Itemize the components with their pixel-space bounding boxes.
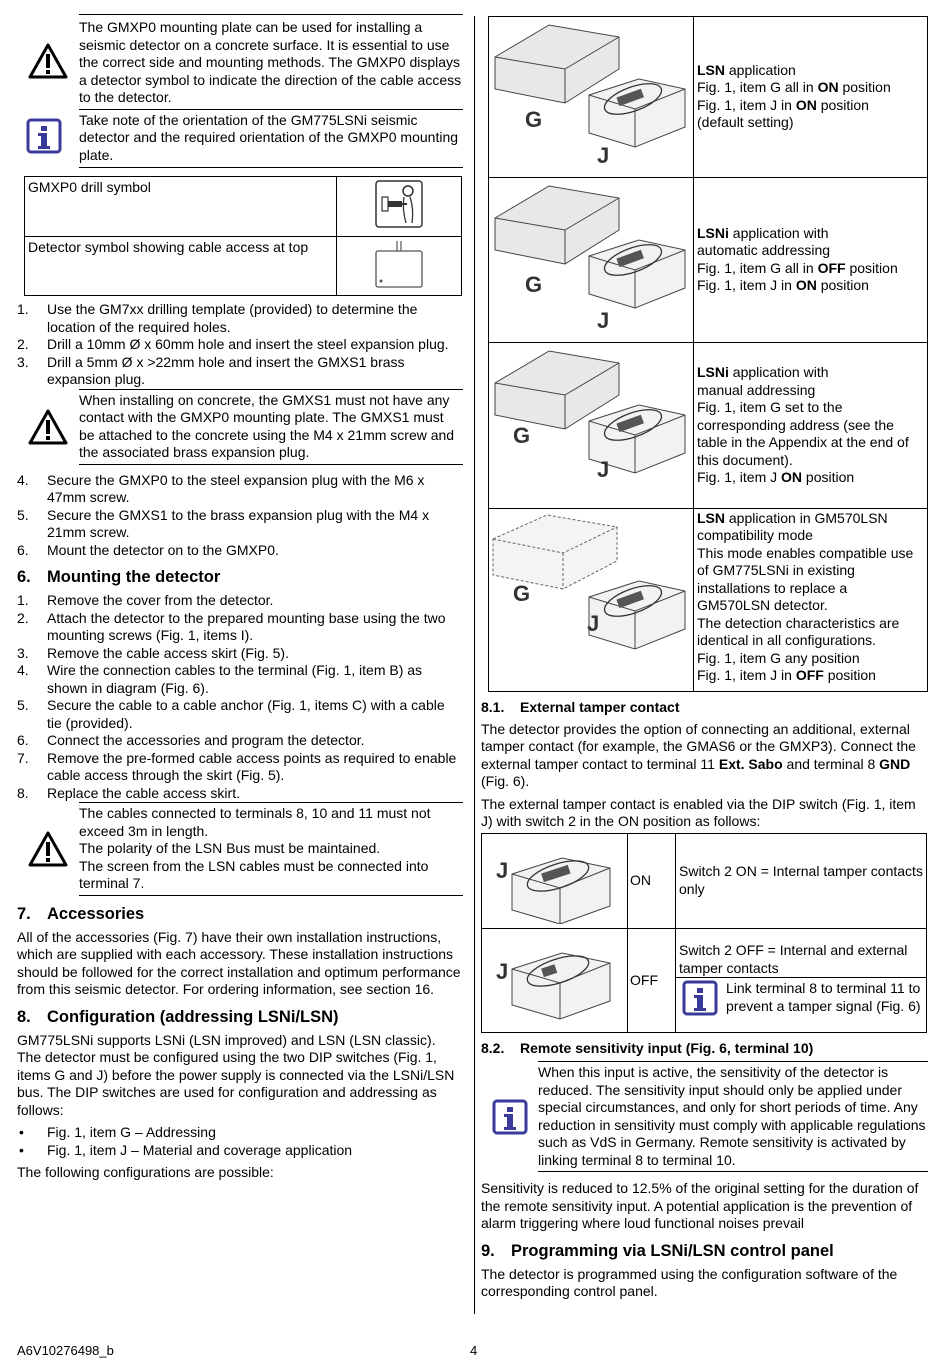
info-text: Link terminal 8 to terminal 11 to prevent a tamper signal (Fig. 6) (726, 980, 921, 1014)
dip-switch-diagram (489, 17, 694, 178)
config-line: The detection characteristics are identical in all configurations. (697, 614, 900, 648)
info-note-link-terminal (676, 978, 926, 1018)
config-line: Fig. 1, item G all in OFF position (697, 259, 898, 276)
dip-switch-diagram (489, 177, 694, 343)
list-item: 6. Mount the detector on to the GMXP0. (17, 541, 279, 558)
list-item: 1. Remove the cover from the detector. (17, 592, 274, 608)
symbol-label: Detector symbol showing cable access at top (25, 236, 337, 296)
info-note-orientation (79, 109, 463, 169)
config-line: Fig. 1, item G any position (697, 649, 860, 666)
config-line: LSN application in GM570LSN compatibility mode (697, 509, 888, 543)
tamper-switch-diagram (482, 833, 628, 929)
configurations-intro: The following configurations are possible: (17, 1164, 274, 1180)
switch-j-label: J (496, 959, 509, 984)
warning-text-block (79, 802, 463, 896)
switch-g-label: G (513, 580, 531, 606)
switch-j-label: J (587, 610, 600, 636)
programming-paragraph: The detector is programmed using the configuration software of the corresponding control panel. (481, 1265, 898, 1299)
tamper-description: Switch 2 OFF = Internal and external tamper contacts (676, 942, 926, 978)
config-line: LSNi application with (697, 364, 829, 380)
config-line: Fig. 1, item J in ON position (697, 277, 869, 294)
tamper-description-cell (676, 929, 927, 1033)
section-heading-8-1: 8.1. External tamper contact (481, 699, 680, 715)
column-divider (474, 16, 475, 1314)
switch-g-label: G (525, 271, 543, 297)
config-description (694, 177, 928, 343)
info-note-sensitivity (481, 1061, 928, 1172)
switch-g-label: G (513, 423, 531, 448)
warning-note-cables (17, 802, 463, 896)
warning-triangle-icon (17, 408, 79, 446)
warning-triangle-icon (17, 42, 79, 80)
dip-switch-bullets (17, 1124, 463, 1159)
section-heading-8: 8. Configuration (addressing LSNi/LSN) (17, 1007, 339, 1026)
list-item: 4. Wire the connection cables to the terminal (Fig. 1, item B) as shown in diagram (Fig. 6). (17, 662, 423, 696)
config-description (694, 508, 928, 692)
symbol-label: GMXP0 drill symbol (25, 177, 337, 237)
dip-switch-diagram (489, 508, 694, 692)
section-heading-8-2: 8.2. Remote sensitivity input (Fig. 6, terminal 10) (481, 1039, 814, 1056)
list-item: 1. Use the GM7xx drilling template (provided) to determine the location of the required holes. (17, 301, 418, 335)
mounting-plate-steps-list (17, 472, 463, 560)
list-item: 2. Drill a 10mm Ø x 60mm hole and insert the steel expansion plug. (17, 336, 449, 352)
info-icon (481, 1099, 538, 1135)
list-item: 5. Secure the cable to a cable anchor (Fig. 1, items C) with a cable tie (provided). (17, 697, 445, 731)
page-number: 4 (470, 1343, 478, 1358)
config-line: manual addressing (697, 381, 816, 398)
list-item: 7. Remove the pre-formed cable access points as required to enable cable access through the skirt (Fig. 5). (17, 749, 457, 783)
sensitivity-paragraph: Sensitivity is reduced to 12.5% of the original setting for the duration of the remote sensitivity input. A potential application is the prevention of alarm triggering where loud functional noises prevail (481, 1180, 919, 1231)
list-item: 2. Attach the detector to the prepared mounting base using the two mounting screws (Fig. 1, items I). (17, 609, 446, 643)
tamper-description: Switch 2 ON = Internal tamper contacts only (676, 833, 927, 929)
warning-line: The screen from the LSN cables must be connected into terminal 7. (79, 857, 429, 891)
config-line: (default setting) (697, 114, 794, 131)
section-heading-7: 7. Accessories (17, 904, 145, 923)
config-line: Fig. 1, item J in ON position (697, 96, 869, 113)
list-item: 3. Drill a 5mm Ø x >22mm hole and insert the GMXS1 brass expansion plug. (17, 353, 405, 387)
warning-text: When installing on concrete, the GMXS1 must not have any contact with the GMXP0 mounting plate. The GMXS1 must be attached to the concrete using the M4 x 21mm screw and the associated brass expansion plug. (79, 389, 463, 465)
list-item: • Fig. 1, item J – Material and coverage application (19, 1141, 353, 1158)
tamper-table (481, 833, 927, 1033)
config-description (694, 343, 928, 509)
drill-symbol-icon (337, 177, 462, 237)
accessories-paragraph: All of the accessories (Fig. 7) have their own installation instructions, which are supplied with each accessory. These installation instructions should be followed for the correct installation and optimum performance from this seismic detector. For ordering information, see section 16. (17, 928, 461, 997)
info-icon (676, 980, 724, 1016)
section-heading-6: 6. Mounting the detector (17, 568, 221, 586)
switch-j-label: J (597, 307, 610, 333)
tamper-paragraph-2: The external tamper contact is enabled via the DIP switch (Fig. 1, item J) with switch 2 in the ON position as follows: (481, 795, 916, 829)
info-text: When this input is active, the sensitivity of the detector is reduced. The sensitivity input should only be applied under special circumstances, and only for short periods of time. Any reduction in sensitivity must comply with applicable regulations such as VdS in Germany. Remote sensitivity is activated by linking terminal 8 to terminal 10. (538, 1061, 928, 1172)
configuration-table (488, 16, 928, 692)
switch-j-label: J (597, 457, 610, 482)
switch-j-label: J (496, 857, 509, 883)
list-item: • Fig. 1, item G – Addressing (19, 1124, 216, 1140)
drilling-steps-list (17, 301, 463, 389)
info-icon (26, 118, 62, 159)
tamper-state: ON (628, 833, 676, 929)
config-line: Fig. 1, item G set to the corresponding address (see the table in the Appendix at the end of this document). (697, 399, 909, 468)
switch-j-label: J (597, 143, 610, 168)
configuration-paragraph: GM775LSNi supports LSNi (LSN improved) and LSN (LSN classic). The detector must be configured using the two DIP switches (Fig. 1, items G and J) before the power supply is connected via the LSNi/LSN bus. The DIP switches are used for configuration and addressing as follows: (17, 1031, 455, 1118)
config-line: automatic addressing (697, 242, 831, 259)
mounting-detector-steps-list (17, 592, 463, 802)
list-item: 8. Replace the cable access skirt. (17, 784, 240, 801)
config-line: Fig. 1, item J ON position (697, 469, 855, 485)
warning-triangle-icon (17, 830, 79, 868)
config-line: Fig. 1, item J in OFF position (697, 667, 876, 683)
dip-switch-diagram (489, 343, 694, 509)
config-line: This mode enables compatible use of GM775LSNi in existing installations to replace a GM570LSN detector. (697, 544, 914, 613)
symbol-table (24, 176, 462, 296)
tamper-paragraph-1: The detector provides the option of connecting an additional, external tamper contact (for example, the GMAS6 or the GMXP3). Connect the external tamper contact to terminal 11 Ext. Sabo and terminal 8 GND (Fig. 6). (481, 720, 916, 789)
config-line: LSNi application with (697, 224, 829, 241)
tamper-switch-diagram (482, 929, 628, 1033)
warning-text: The GMXP0 mounting plate can be used for installing a seismic detector on a concrete surface. It is essential to use the correct side and mounting methods. The GMXP0 displays a detector symbol to indicate the direction of the cable access to the detector. (79, 14, 463, 109)
list-item: 6. Connect the accessories and program the detector. (17, 732, 365, 748)
list-item: 3. Remove the cable access skirt (Fig. 5). (17, 644, 289, 661)
list-item: 4. Secure the GMXP0 to the steel expansion plug with the M6 x 47mm screw. (17, 471, 425, 505)
switch-g-label: G (525, 107, 543, 132)
config-description (694, 17, 928, 178)
tamper-state: OFF (628, 929, 676, 1033)
list-item: 5. Secure the GMXS1 to the brass expansion plug with the M4 x 21mm screw. (17, 506, 430, 540)
right-column (481, 16, 928, 1306)
left-column (17, 14, 463, 1187)
warning-line: The polarity of the LSN Bus must be maintained. (79, 840, 381, 856)
warning-line: The cables connected to terminals 8, 10 and 11 must not exceed 3m in length. (79, 805, 431, 839)
info-text: Take note of the orientation of the GM775LSNi seismic detector and the required orientation of the GMXP0 mounting plate. (79, 111, 459, 163)
config-line: Fig. 1, item G all in ON position (697, 79, 891, 96)
detector-symbol-icon (337, 236, 462, 296)
config-line: LSN application (697, 61, 796, 78)
section-heading-9: 9. Programming via LSNi/LSN control panel (481, 1241, 834, 1260)
warning-note-mounting-plate (17, 14, 463, 109)
document-id: A6V10276498_b (17, 1343, 114, 1358)
warning-note-gmxs1 (17, 389, 463, 465)
